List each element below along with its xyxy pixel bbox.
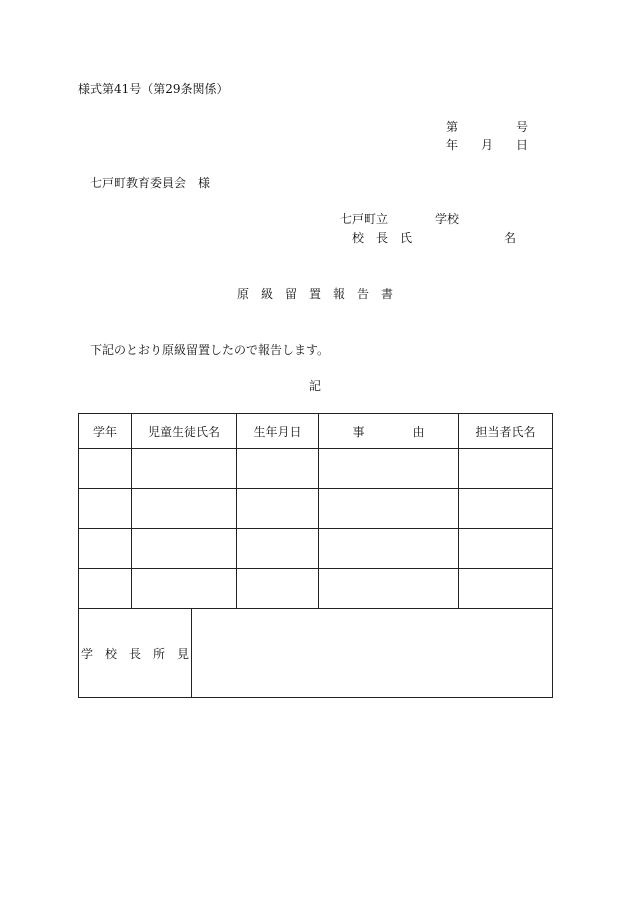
header-student-name: 児童生徒氏名 <box>132 414 237 449</box>
cell-reason[interactable] <box>319 489 459 529</box>
header-birthdate: 生年月日 <box>237 414 319 449</box>
cell-birthdate[interactable] <box>237 449 319 489</box>
principal-remarks-field[interactable] <box>192 609 553 698</box>
cell-birthdate[interactable] <box>237 529 319 569</box>
table-header-row <box>79 414 553 449</box>
date-year: 年 <box>446 138 459 152</box>
cell-student-name[interactable] <box>132 489 237 529</box>
cell-staff-name[interactable] <box>459 529 553 569</box>
date-month: 月 <box>481 138 494 152</box>
cell-student-name[interactable] <box>132 569 237 609</box>
ki-label: 記 <box>308 379 321 393</box>
body-text: 下記のとおり原級留置したので報告します。 <box>90 343 330 357</box>
cell-staff-name[interactable] <box>459 569 553 609</box>
principal-label: 校 長 氏 <box>352 231 413 245</box>
cell-birthdate[interactable] <box>237 569 319 609</box>
doc-number-dai: 第 <box>446 120 459 134</box>
cell-reason[interactable] <box>319 449 459 489</box>
date-day: 日 <box>516 138 529 152</box>
table-row <box>79 449 553 489</box>
cell-reason[interactable] <box>319 529 459 569</box>
document-title: 原 級 留 置 報 告 書 <box>236 287 393 301</box>
table-row <box>79 489 553 529</box>
cell-student-name[interactable] <box>132 449 237 489</box>
cell-grade[interactable] <box>79 449 132 489</box>
cell-reason[interactable] <box>319 569 459 609</box>
header-staff-name: 担当者氏名 <box>459 414 553 449</box>
header-reason: 事 由 <box>319 414 459 449</box>
cell-birthdate[interactable] <box>237 489 319 529</box>
report-table <box>78 413 553 698</box>
cell-student-name[interactable] <box>132 529 237 569</box>
recipient: 七戸町教育委員会 様 <box>90 176 211 190</box>
cell-staff-name[interactable] <box>459 489 553 529</box>
doc-number-go: 号 <box>516 120 529 134</box>
principal-remarks-label: 学 校 長 所 見 <box>79 609 192 698</box>
table-row <box>79 529 553 569</box>
header-grade: 学年 <box>79 414 132 449</box>
principal-name-suffix: 名 <box>504 231 517 245</box>
cell-grade[interactable] <box>79 529 132 569</box>
school-prefix: 七戸町立 <box>340 212 389 226</box>
school-suffix: 学校 <box>435 212 460 226</box>
cell-grade[interactable] <box>79 569 132 609</box>
remarks-row <box>79 609 553 698</box>
cell-staff-name[interactable] <box>459 449 553 489</box>
form-number: 様式第41号（第29条関係） <box>78 82 229 96</box>
table-row <box>79 569 553 609</box>
cell-grade[interactable] <box>79 489 132 529</box>
